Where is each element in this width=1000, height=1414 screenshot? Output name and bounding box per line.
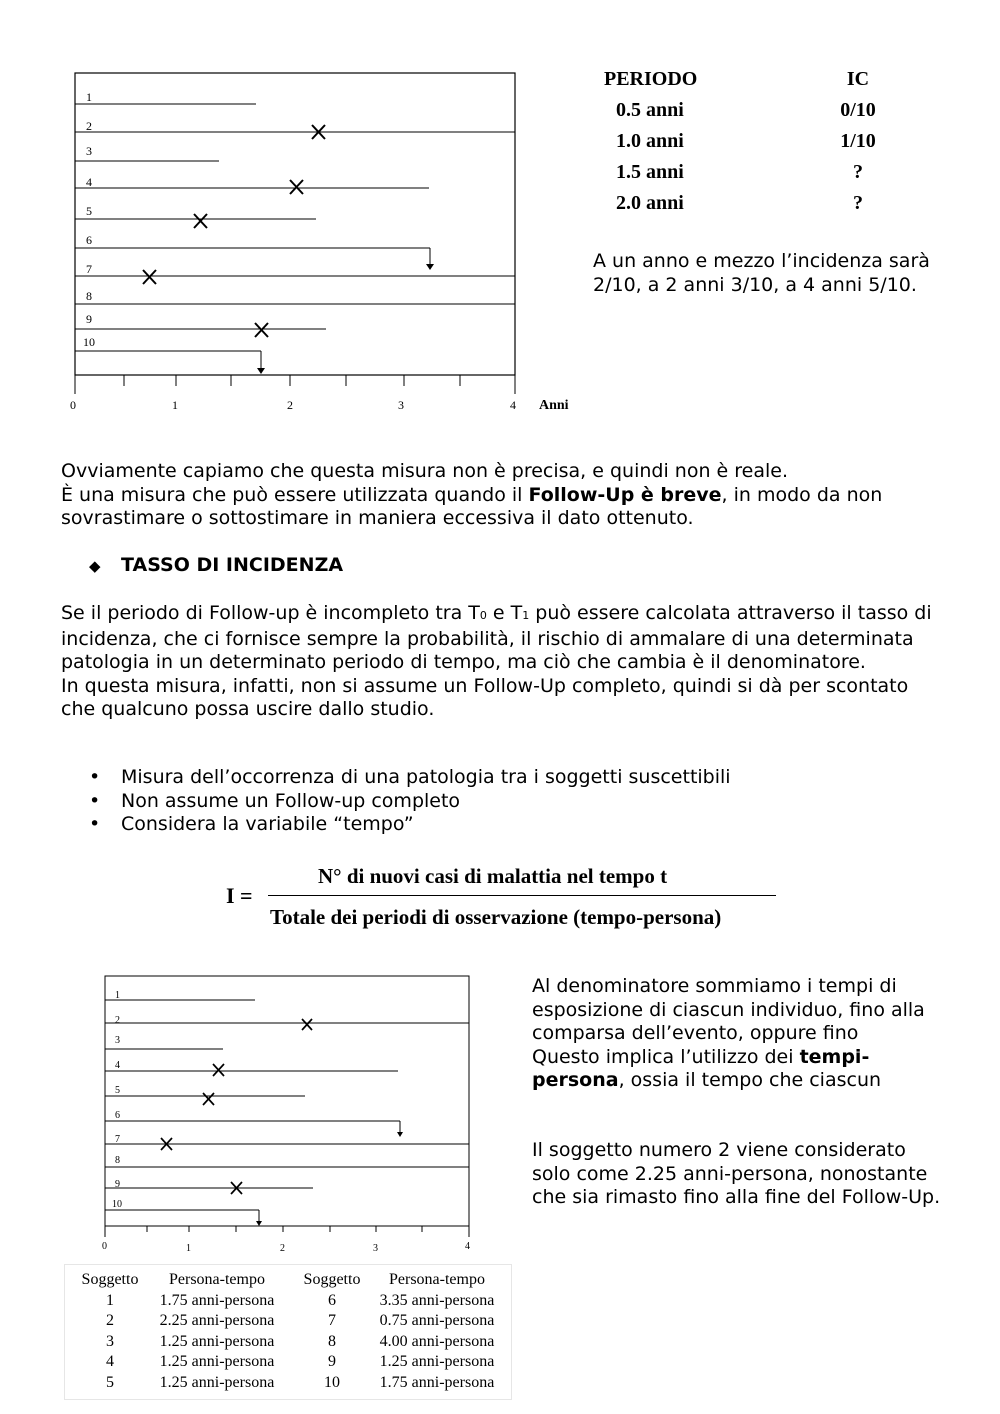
table-cell: 1.75 anni-persona — [379, 1373, 495, 1391]
person-time-table — [78, 1270, 502, 1393]
paragraph-text: Se il periodo di Follow-up è incompleto tra T0 e T1 può essere calcolata attraverso il tasso di incidenza, che ci fornisce sempre la probabilità, il rischio di ammalare di una determinata patologia in un determinato periodo di tempo, ma ciò che cambia è il denominatore. — [61, 602, 932, 674]
ic-period: 2.0 anni — [616, 192, 684, 214]
table-cell: 2.25 anni-persona — [159, 1312, 275, 1330]
row-label: 10 — [112, 1199, 122, 1210]
denominator-explanation: Al denominatore sommiamo i tempi di esposizione di ciascun individuo, fino alla comparsa dell’evento, oppure fino Questo implica l’utilizzo dei tempi-persona, ossia il tempo che ciascun — [532, 975, 925, 1092]
bold-term: Follow-Up è breve — [528, 483, 722, 506]
list-item: • Considera la variabile “tempo” — [61, 813, 921, 837]
table-cell: 1.25 anni-persona — [159, 1353, 275, 1371]
bullet-list — [61, 766, 921, 837]
table-cell: 0.75 anni-persona — [379, 1312, 495, 1330]
table-cell: 1.25 anni-persona — [379, 1353, 495, 1371]
row-label: 1 — [86, 90, 92, 104]
section-title: TASSO DI INCIDENZA — [121, 554, 344, 576]
ic-table — [596, 64, 888, 219]
row-label: 3 — [86, 144, 92, 158]
formula — [226, 862, 786, 934]
bold-term: tempi-persona — [532, 1045, 870, 1092]
table-row — [78, 1352, 502, 1373]
x-tick-label: 3 — [398, 398, 404, 412]
row-label: 1 — [115, 990, 120, 1001]
fraction-bar — [268, 895, 776, 896]
table-cell: 7 — [328, 1312, 336, 1330]
table-cell: 3.35 anni-persona — [379, 1291, 495, 1309]
ic-value: 1/10 — [840, 130, 876, 152]
ic-value: ? — [853, 192, 863, 214]
table-cell: 4.00 anni-persona — [379, 1332, 495, 1350]
pt-header: Persona-tempo — [169, 1271, 265, 1289]
ic-value: 0/10 — [840, 99, 876, 121]
list-item: • Misura dell’occorrenza di una patologia tra i soggetti suscettibili — [61, 766, 921, 790]
pt-header: Soggetto — [303, 1271, 361, 1289]
table-cell: 6 — [328, 1291, 336, 1309]
formula-lhs: I = — [226, 883, 253, 908]
formula-numerator: N° di nuovi casi di malattia nel tempo t — [318, 864, 668, 888]
ic-value: ? — [853, 161, 863, 183]
row-label: 5 — [86, 204, 92, 218]
incidence-note: A un anno e mezzo l’incidenza sarà 2/10, a 2 anni 3/10, a 4 anni 5/10. — [593, 250, 930, 296]
table-cell: 1.25 anni-persona — [159, 1373, 275, 1391]
paragraph-line: È una misura che può essere utilizzata quando il Follow-Up è breve, in modo da non sovrastimare o sottostimare in maniera eccessiva il dato ottenuto. — [61, 483, 883, 530]
table-cell: 1.75 anni-persona — [159, 1291, 275, 1309]
diamond-bullet-icon: ◆ — [89, 557, 101, 575]
ic-header-periodo: PERIODO — [604, 68, 698, 90]
paragraph-line: Ovviamente capiamo che questa misura non è precisa, e quindi non è reale. — [61, 460, 789, 482]
subject-2-note: Il soggetto numero 2 viene considerato solo come 2.25 anni-persona, nonostante che sia rimasto fino alla fine del Follow-Up. — [532, 1139, 941, 1209]
row-label: 4 — [86, 175, 92, 189]
follow-up-figure-top — [0, 0, 600, 430]
row-label: 2 — [115, 1015, 120, 1026]
table-cell: 3 — [106, 1332, 114, 1350]
pt-header: Persona-tempo — [389, 1271, 485, 1289]
paragraph-text: In questa misura, infatti, non si assume un Follow-Up completo, quindi si dà per scontato che qualcuno possa uscire dallo studio. — [61, 674, 909, 721]
row-label: 6 — [86, 233, 92, 247]
x-axis-unit: Anni — [539, 398, 569, 413]
ic-header-ic: IC — [846, 68, 870, 90]
table-row — [78, 1332, 502, 1353]
row-label: 9 — [115, 1179, 120, 1190]
table-cell: 10 — [324, 1373, 340, 1391]
pt-header: Soggetto — [81, 1271, 139, 1289]
formula-denominator: Totale dei periodi di osservazione (tempo-persona) — [270, 905, 722, 929]
row-label: 3 — [115, 1035, 120, 1046]
table-cell: 2 — [106, 1312, 114, 1330]
x-tick-label: 1 — [186, 1243, 191, 1254]
row-label: 7 — [86, 262, 92, 276]
ic-period: 1.0 anni — [616, 130, 684, 152]
row-label: 5 — [115, 1085, 120, 1096]
paragraph-precision — [61, 460, 951, 531]
x-tick-label: 3 — [373, 1243, 378, 1254]
x-tick-label: 2 — [287, 398, 293, 412]
table-row — [78, 1373, 502, 1394]
table-cell: 1.25 anni-persona — [159, 1332, 275, 1350]
x-tick-label: 0 — [70, 398, 76, 412]
table-cell: 4 — [106, 1353, 114, 1371]
paragraph-tasso — [61, 602, 936, 722]
row-label: 7 — [115, 1134, 120, 1145]
row-label: 4 — [115, 1060, 120, 1071]
table-row — [78, 1291, 502, 1312]
table-cell: 9 — [328, 1353, 336, 1371]
x-tick-label: 4 — [510, 398, 516, 412]
table-cell: 5 — [106, 1373, 114, 1391]
table-cell: 8 — [328, 1332, 336, 1350]
table-cell: 1 — [106, 1291, 114, 1309]
row-label: 2 — [86, 119, 92, 133]
section-heading — [89, 554, 343, 576]
follow-up-figure-bottom — [0, 960, 500, 1260]
ic-period: 0.5 anni — [616, 99, 684, 121]
row-label: 9 — [86, 312, 92, 326]
x-tick-label: 4 — [465, 1241, 470, 1252]
x-tick-label: 0 — [102, 1241, 107, 1252]
ic-period: 1.5 anni — [616, 161, 684, 183]
row-label: 6 — [115, 1110, 120, 1121]
list-item: • Non assume un Follow-up completo — [61, 790, 921, 814]
table-row — [78, 1311, 502, 1332]
row-label: 8 — [115, 1155, 120, 1166]
row-label: 8 — [86, 289, 92, 303]
x-tick-label: 1 — [172, 398, 178, 412]
x-tick-label: 2 — [280, 1243, 285, 1254]
row-label: 10 — [83, 335, 95, 349]
